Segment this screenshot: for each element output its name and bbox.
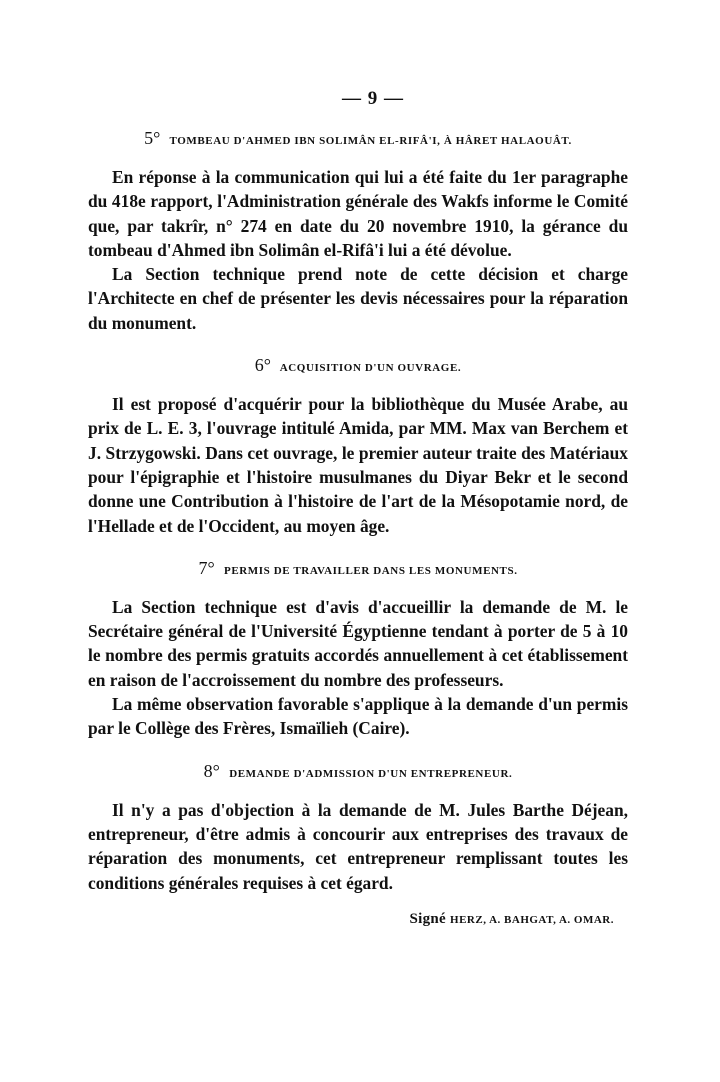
section-title: DEMANDE D'ADMISSION D'UN ENTREPRENEUR. <box>229 767 513 780</box>
section-title: TOMBEAU D'AHMED IBN SOLIMÂN EL-RIFÂ'I, À HÂRET HALAOUÂT. <box>169 135 572 147</box>
signature-line <box>88 911 614 928</box>
paragraph: La même observation favorable s'applique à la demande d'un permis par le Collège des Frères, Ismaïlieh (Caire). <box>88 694 628 739</box>
paragraph: En réponse à la communication qui lui a été faite du 1er paragraphe du 418e rapport, l'Administration générale des Wakfs informe le Comité que, par takrîr, n° 274 en date du 20 novembre 1910, la gérance du tombeau d'Ahmed ibn Solimân el-Rifâ'i lui a été dévolue. <box>88 167 628 260</box>
section-heading-7 <box>88 558 628 581</box>
signed-label: Signé <box>409 910 446 927</box>
section-heading-8 <box>88 761 628 784</box>
section-title: PERMIS DE TRAVAILLER DANS LES MONUMENTS. <box>224 564 518 577</box>
section-number: 5° <box>144 128 161 148</box>
paragraph: Il n'y a pas d'objection à la demande de M. Jules Barthe Déjean, entrepreneur, d'être admis à concourir aux entreprises des travaux de réparation des monuments, cet entrepreneur remplissant toutes les conditions générales requises à cet égard. <box>88 799 628 893</box>
paragraph: Il est proposé d'acquérir pour la bibliothèque du Musée Arabe, au prix de L. E. 3, l'ouvrage intitulé Amida, par MM. Max van Berchem et J. Strzygowski. Dans cet ouvrage, le premier auteur traite des Matériaux pour l'épigraphie et l'histoire musulmanes du Diyar Bekr et le second donne une Contribution à l'histoire de l'art de la Mésopotamie nord, de l'Hellade et de l'Occident, au moyen âge. <box>88 394 628 536</box>
section-heading-5 <box>88 128 628 151</box>
section-heading-6 <box>88 355 628 378</box>
paragraph: La Section technique prend note de cette décision et charge l'Architecte en chef de présenter les devis nécessaires pour la réparation du monument. <box>88 264 628 333</box>
section-number: 7° <box>198 557 215 578</box>
paragraph: La Section technique est d'avis d'accueillir la demande de M. le Secrétaire général de l'Université Égyptienne tendant à porter de 5 à 10 le nombre des permis gratuits accordés annuellement à cet établissement en raison de l'accroissement du nombre des professeurs. <box>88 596 628 690</box>
section-number: 6° <box>254 355 271 376</box>
section-title: ACQUISITION D'UN OUVRAGE. <box>279 362 462 375</box>
section-number: 8° <box>203 760 220 781</box>
page-number: — 9 — <box>342 88 404 109</box>
signatory-names: HERZ, A. BAHGAT, A. OMAR. <box>450 913 614 926</box>
document-page <box>88 88 628 928</box>
